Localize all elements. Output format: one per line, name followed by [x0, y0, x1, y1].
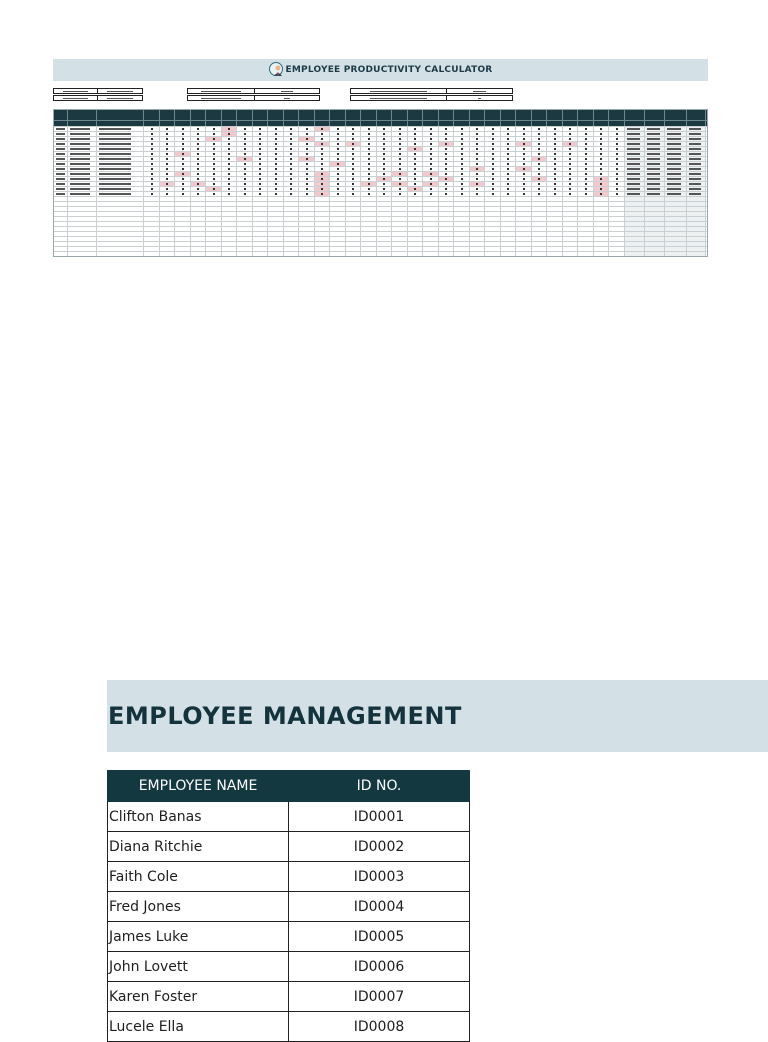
grid-row: [54, 166, 707, 171]
info-row: [350, 95, 513, 101]
employee-name-cell[interactable]: Karen Foster: [108, 982, 289, 1012]
table-row: [108, 862, 470, 892]
info-row: [187, 88, 320, 94]
grid-row: [54, 246, 707, 251]
grid-row: [54, 136, 707, 141]
grid-row: [54, 216, 707, 221]
table-row: [108, 832, 470, 862]
sheet-title: EMPLOYEE PRODUCTIVITY CALCULATOR: [285, 65, 493, 75]
grid-row: [54, 161, 707, 166]
table-header-row: [108, 771, 470, 802]
info-row: [187, 95, 320, 101]
grid-row: [54, 226, 707, 231]
table-row: [108, 982, 470, 1012]
grid-subheader-row: [54, 120, 707, 126]
grid-row: [54, 231, 707, 236]
column-header-id: ID NO.: [289, 771, 470, 802]
employee-name-cell[interactable]: Fred Jones: [108, 892, 289, 922]
grid-row: [54, 206, 707, 211]
grid-row: [54, 191, 707, 196]
employee-name-cell[interactable]: Lucele Ella: [108, 1012, 289, 1042]
grid-row: [54, 196, 707, 201]
management-banner: [107, 680, 768, 752]
employee-table: [107, 770, 470, 1042]
grid-row: [54, 156, 707, 161]
info-row: [53, 95, 143, 101]
employee-name-cell[interactable]: Clifton Banas: [108, 802, 289, 832]
table-row: [108, 802, 470, 832]
employee-id-cell[interactable]: ID0006: [289, 952, 470, 982]
grid-row: [54, 201, 707, 206]
grid-row: [54, 221, 707, 226]
employee-id-cell[interactable]: ID0003: [289, 862, 470, 892]
employee-id-cell[interactable]: ID0008: [289, 1012, 470, 1042]
employee-id-cell[interactable]: ID0005: [289, 922, 470, 952]
grid-row: [54, 126, 707, 131]
grid-row: [54, 181, 707, 186]
grid-row: [54, 151, 707, 156]
table-row: [108, 1012, 470, 1042]
grid-row: [54, 146, 707, 151]
employee-name-cell[interactable]: John Lovett: [108, 952, 289, 982]
table-row: [108, 892, 470, 922]
grid-row: [54, 211, 707, 216]
grid-row: [54, 236, 707, 241]
table-row: [108, 922, 470, 952]
grid-row: [54, 176, 707, 181]
info-row: [350, 88, 513, 94]
employee-id-cell[interactable]: ID0007: [289, 982, 470, 1012]
employee-avatar-icon: [269, 62, 285, 78]
management-title: EMPLOYEE MANAGEMENT: [108, 702, 462, 730]
employee-id-cell[interactable]: ID0002: [289, 832, 470, 862]
productivity-sheet: [53, 59, 708, 107]
employee-name-cell[interactable]: Faith Cole: [108, 862, 289, 892]
info-row: [53, 88, 143, 94]
employee-id-cell[interactable]: ID0001: [289, 802, 470, 832]
column-header-name: EMPLOYEE NAME: [108, 771, 289, 802]
grid-row: [54, 241, 707, 246]
employee-name-cell[interactable]: Diana Ritchie: [108, 832, 289, 862]
sheet-info-area: [53, 81, 708, 107]
grid-row: [54, 251, 707, 256]
table-row: [108, 952, 470, 982]
employee-name-cell[interactable]: James Luke: [108, 922, 289, 952]
grid-header-row: [54, 110, 707, 120]
employee-id-cell[interactable]: ID0004: [289, 892, 470, 922]
sheet-title-banner: [53, 59, 708, 81]
grid-row: [54, 141, 707, 146]
grid-row: [54, 171, 707, 176]
grid-row: [54, 186, 707, 191]
grid-row: [54, 131, 707, 136]
attendance-grid: [53, 109, 708, 257]
